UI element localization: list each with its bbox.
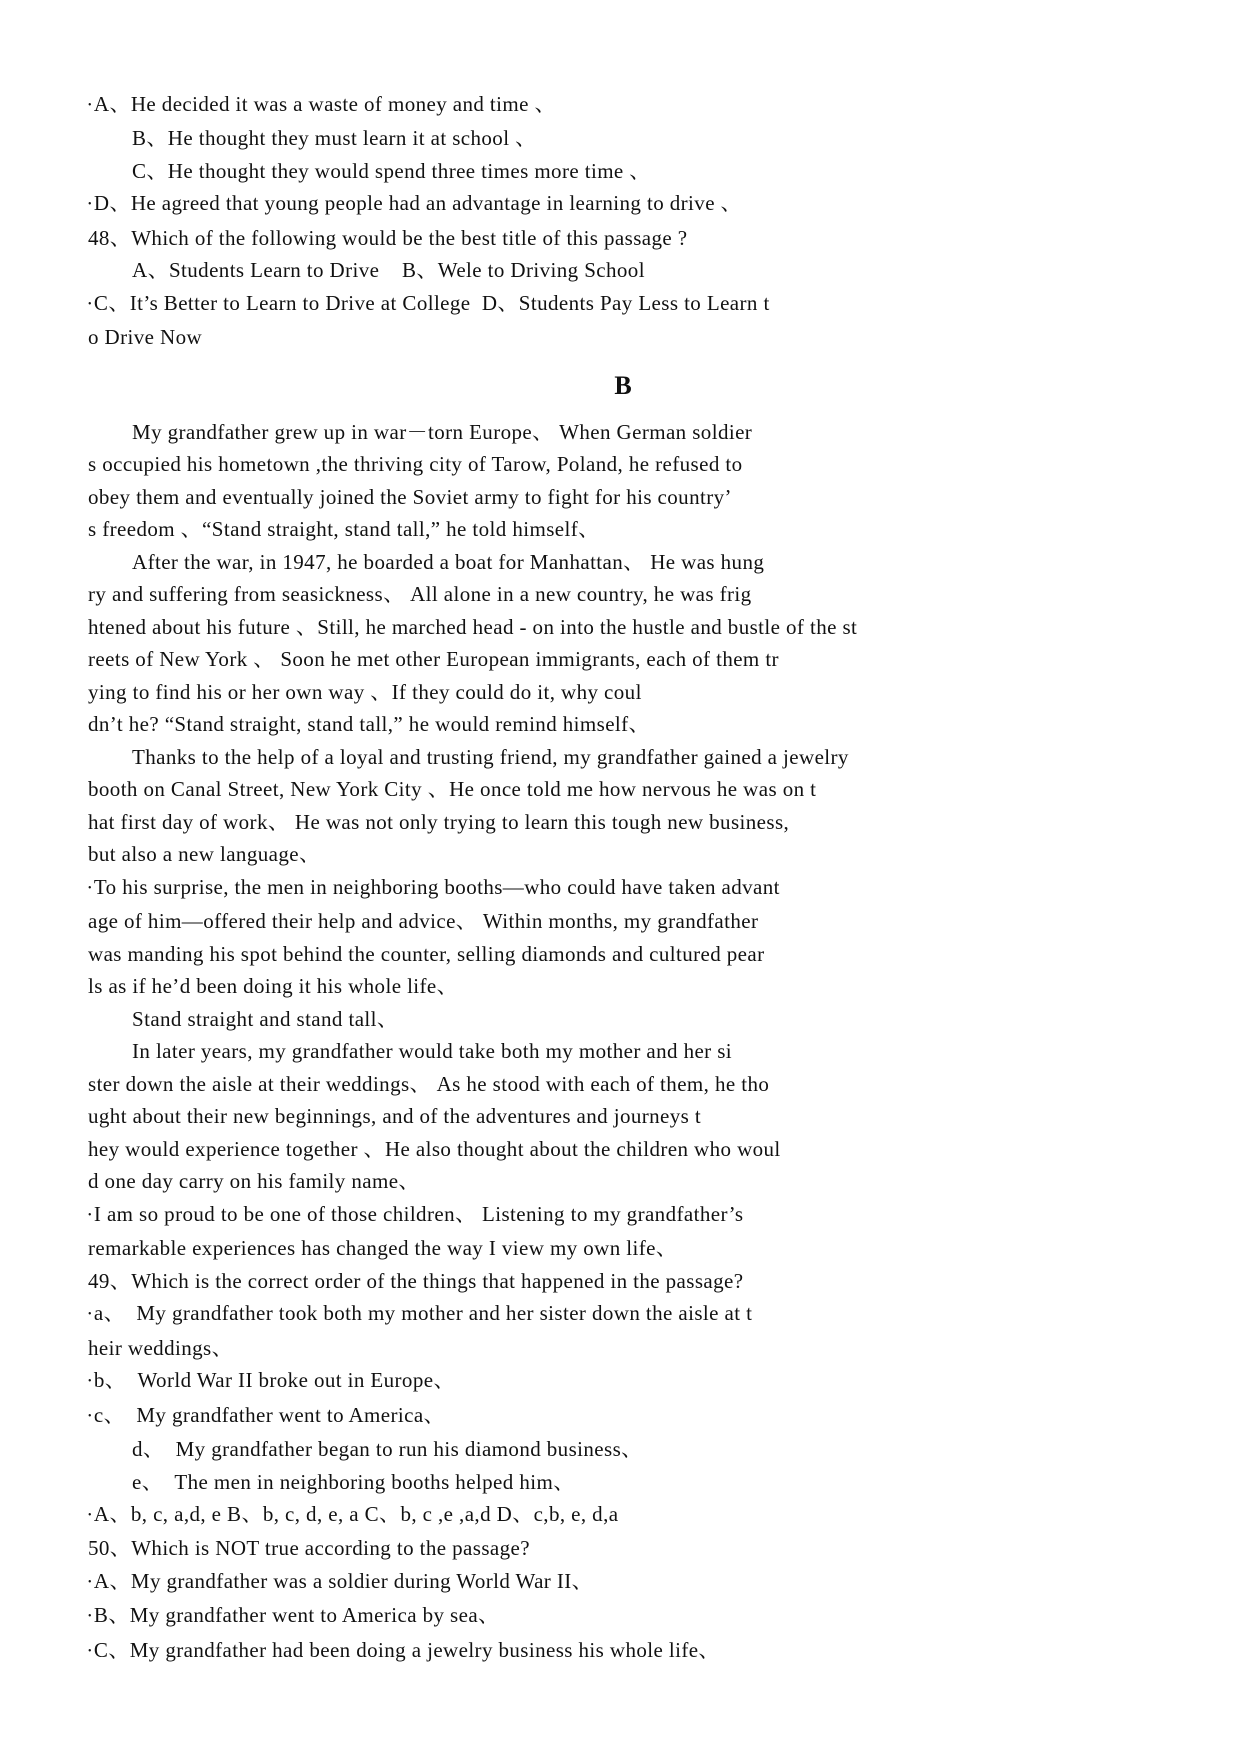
passage-line: In later years, my grandfather would take both my mother and her si — [132, 1039, 733, 1064]
passage-line: ying to find his or her own way 、If they could do it, why coul — [88, 679, 642, 704]
passage-paragraph-7 — [88, 1198, 1158, 1265]
passage-line: age of him—offered their help and advice、 Within months, my grandfather — [88, 909, 759, 934]
passage-line: reets of New York 、 Soon he met other European immigrants, each of them tr — [88, 647, 779, 672]
passage-line: ster down the aisle at their weddings、 As he stood with each of them, he tho — [88, 1071, 770, 1096]
q48-question: 48、Which of the following would be the best title of this passage ? — [88, 225, 688, 250]
passage-paragraph-4 — [88, 871, 1158, 1003]
q50-option-c: • C、My grandfather had been doing a jewelry business his whole life、 — [88, 1634, 1158, 1668]
passage-paragraph-1 — [88, 416, 1158, 546]
passage-line: ry and suffering from seasickness、 All alone in a new country, he was frig — [88, 582, 752, 607]
q47-option-b: B、He thought they must learn it at school 、 — [132, 126, 537, 151]
q48-options-line-1: A、Students Learn to Drive B、Wele to Driving School — [132, 258, 645, 283]
q49-question: 49、Which is the correct order of the things that happened in the passage? — [88, 1268, 744, 1293]
passage-line: obey them and eventually joined the Soviet army to fight for his country’ — [88, 484, 732, 509]
passage-line: remarkable experiences has changed the way I view my own life、 — [88, 1236, 678, 1261]
q50-block — [88, 1532, 1158, 1668]
q50-option-b: • B、My grandfather went to America by sea、 — [88, 1599, 1158, 1633]
q48-block — [88, 222, 1158, 354]
passage-line: • To his surprise, the men in neighboring booths—who could have taken advant — [88, 871, 1158, 905]
passage-paragraph-6 — [88, 1035, 1158, 1198]
q47-option-d: • D、He agreed that young people had an advantage in learning to drive 、 — [88, 187, 1158, 221]
q49-item-a-cont: heir weddings、 — [88, 1335, 233, 1360]
passage-line: dn’t he? “Stand straight, stand tall,” he would remind himself、 — [88, 712, 650, 737]
passage-paragraph-5 — [88, 1003, 1158, 1036]
page-content — [88, 88, 1158, 1668]
q47-option-c: C、He thought they would spend three times more time 、 — [132, 158, 651, 183]
q49-item-e: e、 The men in neighboring booths helped him、 — [132, 1469, 575, 1494]
passage-line: hey would experience together 、He also thought about the children who woul — [88, 1136, 781, 1161]
q49-item-c: • c、 My grandfather went to America、 — [88, 1399, 1158, 1433]
passage-line: d one day carry on his family name、 — [88, 1169, 420, 1194]
q49-item-d: d、 My grandfather began to run his diamond business、 — [132, 1437, 643, 1461]
passage-line: • I am so proud to be one of those children、 Listening to my grandfather’s — [88, 1198, 1158, 1232]
passage-line: Thanks to the help of a loyal and trusting friend, my grandfather gained a jewelry — [132, 744, 849, 769]
passage-line: Stand straight and stand tall、 — [132, 1006, 399, 1031]
passage-line: s freedom 、“Stand straight, stand tall,” he told himself、 — [88, 517, 600, 542]
q47-options — [88, 88, 1158, 222]
q49-options: • A、b, c, a,d, e B、b, c, d, e, a C、b, c ,e ,a,d D、c,b, e, d,a — [88, 1498, 1158, 1532]
passage-line: booth on Canal Street, New York City 、He once told me how nervous he was on t — [88, 777, 817, 802]
q47-option-a: • A、He decided it was a waste of money and time 、 — [88, 88, 1158, 122]
q50-option-a: • A、My grandfather was a soldier during World War II、 — [88, 1565, 1158, 1599]
passage-line: My grandfather grew up in war－torn Europe、 When German soldier — [132, 419, 753, 444]
passage-line: was manding his spot behind the counter, selling diamonds and cultured pear — [88, 941, 765, 966]
passage-line: ls as if he’d been doing it his whole life、 — [88, 974, 459, 999]
passage — [88, 416, 1158, 1265]
passage-line: hat first day of work、 He was not only trying to learn this tough new business, — [88, 809, 790, 834]
passage-line: ught about their new beginnings, and of the adventures and journeys t — [88, 1104, 702, 1129]
passage-line: s occupied his hometown ,the thriving city of Tarow, Poland, he refused to — [88, 452, 743, 477]
q48-options-line-2: • C、It’s Better to Learn to Drive at College D、Students Pay Less to Learn t — [88, 287, 1158, 321]
passage-line: but also a new language、 — [88, 842, 321, 867]
passage-paragraph-2 — [88, 546, 1158, 741]
passage-line: htened about his future 、Still, he marched head - on into the hustle and bustle of the st — [88, 614, 858, 639]
q49-item-b: • b、 World War II broke out in Europe、 — [88, 1364, 1158, 1398]
q50-question: 50、Which is NOT true according to the passage? — [88, 1536, 530, 1561]
q49-block — [88, 1265, 1158, 1533]
q49-item-a: • a、 My grandfather took both my mother and her sister down the aisle at t — [88, 1297, 1158, 1331]
passage-line: After the war, in 1947, he boarded a boat for Manhattan、 He was hung — [132, 549, 765, 574]
section-heading: B — [614, 370, 632, 400]
passage-paragraph-3 — [88, 741, 1158, 871]
q48-options-line-3: o Drive Now — [88, 325, 203, 350]
